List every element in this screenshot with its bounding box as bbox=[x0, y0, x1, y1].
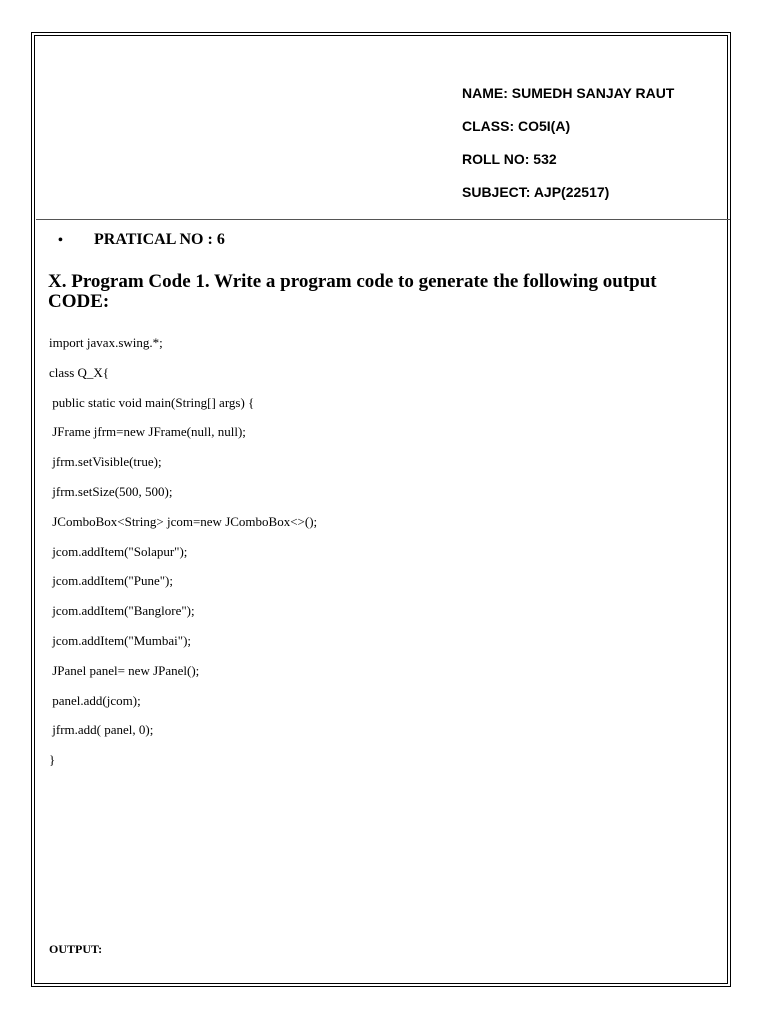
code-block bbox=[49, 334, 317, 781]
code-line: jfrm.setVisible(true); bbox=[49, 454, 162, 470]
subject: SUBJECT: AJP(22517) bbox=[462, 184, 610, 200]
student-class: CLASS: CO5I(A) bbox=[462, 118, 571, 134]
student-info bbox=[462, 84, 674, 216]
code-line: } bbox=[49, 752, 56, 768]
code-label: CODE: bbox=[48, 291, 110, 312]
header-divider bbox=[36, 219, 730, 220]
code-line: jcom.addItem("Mumbai"); bbox=[49, 632, 192, 648]
code-line: JFrame jfrm=new JFrame(null, null); bbox=[49, 424, 246, 440]
code-line: jfrm.add( panel, 0); bbox=[49, 722, 154, 738]
code-line: panel.add(jcom); bbox=[49, 692, 141, 708]
question-heading bbox=[48, 272, 708, 312]
question-text: X. Program Code 1. Write a program code to generate the following output bbox=[48, 271, 657, 292]
bullet-icon: • bbox=[58, 233, 63, 248]
student-name: NAME: SUMEDH SANJAY RAUT bbox=[462, 85, 675, 101]
code-line: jfrm.setSize(500, 500); bbox=[49, 483, 173, 499]
roll-number: ROLL NO: 532 bbox=[462, 151, 557, 167]
output-label: OUTPUT: bbox=[49, 942, 103, 956]
practical-number: PRATICAL NO : 6 bbox=[94, 231, 225, 248]
practical-heading bbox=[58, 231, 225, 249]
code-line: public static void main(String[] args) { bbox=[49, 394, 255, 410]
code-line: jcom.addItem("Pune"); bbox=[49, 573, 173, 589]
code-line: class Q_X{ bbox=[49, 364, 110, 380]
code-line: JComboBox<String> jcom=new JComboBox<>(); bbox=[49, 513, 318, 529]
code-line: import javax.swing.*; bbox=[49, 335, 163, 350]
code-line: jcom.addItem("Banglore"); bbox=[49, 603, 195, 619]
code-line: jcom.addItem("Solapur"); bbox=[49, 543, 188, 559]
code-line: JPanel panel= new JPanel(); bbox=[49, 662, 200, 678]
